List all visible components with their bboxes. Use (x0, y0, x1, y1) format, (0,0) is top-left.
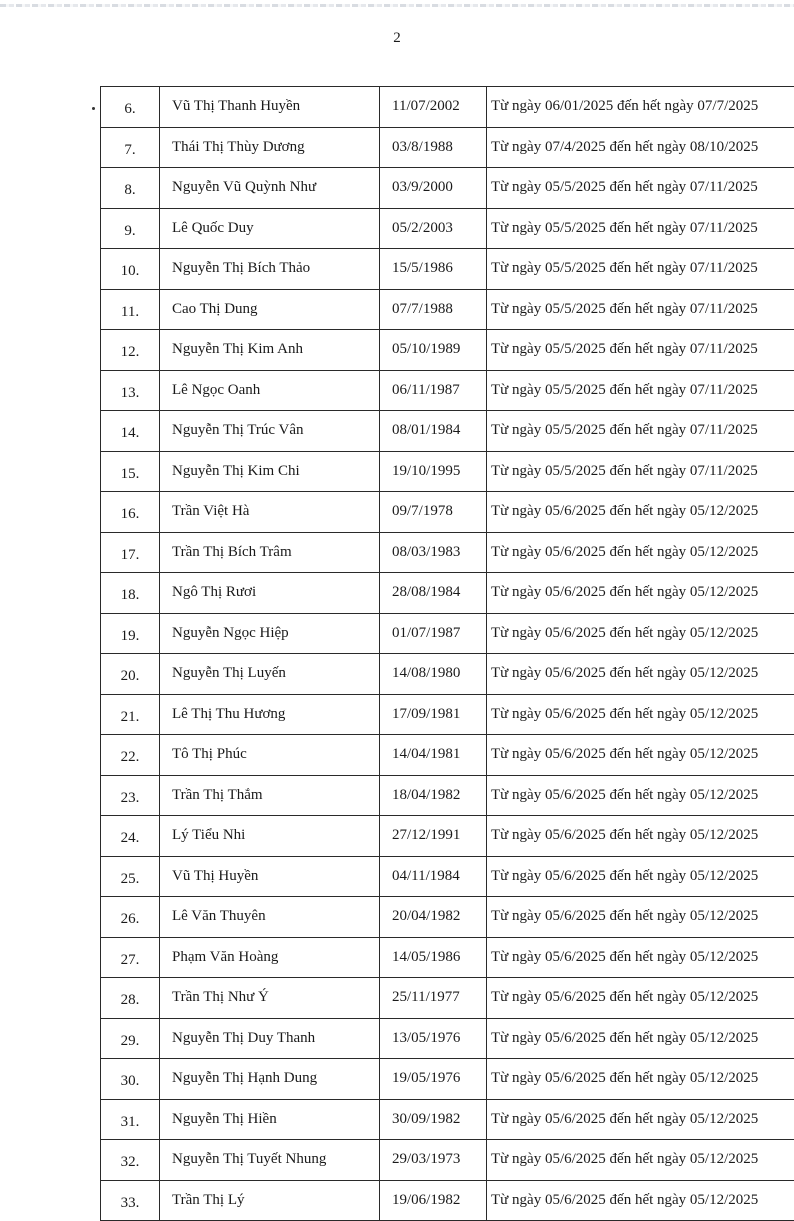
table-row (101, 289, 794, 330)
employee-table (100, 86, 794, 1221)
birth-date-cell: 14/04/1981 (380, 735, 487, 776)
period-cell: Từ ngày 05/6/2025 đến hết ngày 05/12/2025 (487, 775, 794, 816)
row-number-cell: 25. (101, 856, 160, 897)
birth-date-cell: 05/10/1989 (380, 330, 487, 371)
name-cell: Vũ Thị Thanh Huyền (160, 87, 380, 128)
table-row (101, 654, 794, 695)
name-cell: Nguyễn Thị Duy Thanh (160, 1018, 380, 1059)
birth-date-cell: 11/07/2002 (380, 87, 487, 128)
birth-date-cell: 05/2/2003 (380, 208, 487, 249)
period-cell: Từ ngày 05/5/2025 đến hết ngày 07/11/2025 (487, 208, 794, 249)
row-number-cell: 23. (101, 775, 160, 816)
period-cell: Từ ngày 06/01/2025 đến hết ngày 07/7/2025 (487, 87, 794, 128)
name-cell: Thái Thị Thùy Dương (160, 127, 380, 168)
table-row (101, 775, 794, 816)
birth-date-cell: 14/08/1980 (380, 654, 487, 695)
period-cell: Từ ngày 05/6/2025 đến hết ngày 05/12/2025 (487, 937, 794, 978)
scan-edge-artifact (0, 4, 794, 7)
birth-date-cell: 28/08/1984 (380, 573, 487, 614)
period-cell: Từ ngày 05/5/2025 đến hết ngày 07/11/2025 (487, 289, 794, 330)
period-cell: Từ ngày 05/6/2025 đến hết ngày 05/12/2025 (487, 492, 794, 533)
name-cell: Cao Thị Dung (160, 289, 380, 330)
table-row (101, 816, 794, 857)
birth-date-cell: 29/03/1973 (380, 1140, 487, 1181)
birth-date-cell: 01/07/1987 (380, 613, 487, 654)
row-number-cell: 12. (101, 330, 160, 371)
row-number-cell: 28. (101, 978, 160, 1019)
table-row (101, 208, 794, 249)
period-cell: Từ ngày 05/5/2025 đến hết ngày 07/11/2025 (487, 411, 794, 452)
margin-mark (92, 107, 95, 110)
name-cell: Trần Thị Như Ý (160, 978, 380, 1019)
birth-date-cell: 14/05/1986 (380, 937, 487, 978)
birth-date-cell: 17/09/1981 (380, 694, 487, 735)
row-number-cell: 16. (101, 492, 160, 533)
birth-date-cell: 03/9/2000 (380, 168, 487, 209)
period-cell: Từ ngày 05/6/2025 đến hết ngày 05/12/2025 (487, 1140, 794, 1181)
period-cell: Từ ngày 05/6/2025 đến hết ngày 05/12/2025 (487, 654, 794, 695)
birth-date-cell: 06/11/1987 (380, 370, 487, 411)
table-row (101, 1140, 794, 1181)
period-cell: Từ ngày 05/5/2025 đến hết ngày 07/11/2025 (487, 370, 794, 411)
row-number-cell: 24. (101, 816, 160, 857)
name-cell: Nguyễn Thị Bích Thảo (160, 249, 380, 290)
table-row (101, 613, 794, 654)
name-cell: Trần Thị Lý (160, 1180, 380, 1221)
table-row (101, 249, 794, 290)
row-number-cell: 7. (101, 127, 160, 168)
row-number-cell: 15. (101, 451, 160, 492)
period-cell: Từ ngày 05/6/2025 đến hết ngày 05/12/2025 (487, 694, 794, 735)
table-row (101, 492, 794, 533)
period-cell: Từ ngày 05/6/2025 đến hết ngày 05/12/2025 (487, 613, 794, 654)
page-number: 2 (0, 30, 794, 47)
period-cell: Từ ngày 05/6/2025 đến hết ngày 05/12/2025 (487, 532, 794, 573)
row-number-cell: 30. (101, 1059, 160, 1100)
name-cell: Nguyễn Thị Hạnh Dung (160, 1059, 380, 1100)
table-row (101, 694, 794, 735)
row-number-cell: 33. (101, 1180, 160, 1221)
period-cell: Từ ngày 05/6/2025 đến hết ngày 05/12/2025 (487, 856, 794, 897)
row-number-cell: 18. (101, 573, 160, 614)
period-cell: Từ ngày 05/6/2025 đến hết ngày 05/12/2025 (487, 816, 794, 857)
period-cell: Từ ngày 05/6/2025 đến hết ngày 05/12/2025 (487, 1099, 794, 1140)
name-cell: Trần Thị Thắm (160, 775, 380, 816)
name-cell: Nguyễn Thị Trúc Vân (160, 411, 380, 452)
table-row (101, 573, 794, 614)
birth-date-cell: 19/06/1982 (380, 1180, 487, 1221)
table-row (101, 451, 794, 492)
table-row (101, 978, 794, 1019)
period-cell: Từ ngày 05/5/2025 đến hết ngày 07/11/2025 (487, 249, 794, 290)
birth-date-cell: 18/04/1982 (380, 775, 487, 816)
employee-table-body (101, 87, 794, 1221)
table-row (101, 330, 794, 371)
table-row (101, 532, 794, 573)
name-cell: Trần Thị Bích Trâm (160, 532, 380, 573)
table-row (101, 856, 794, 897)
table-row (101, 370, 794, 411)
row-number-cell: 17. (101, 532, 160, 573)
birth-date-cell: 08/01/1984 (380, 411, 487, 452)
name-cell: Lý Tiểu Nhi (160, 816, 380, 857)
period-cell: Từ ngày 05/5/2025 đến hết ngày 07/11/2025 (487, 168, 794, 209)
name-cell: Lê Thị Thu Hương (160, 694, 380, 735)
table-row (101, 168, 794, 209)
birth-date-cell: 27/12/1991 (380, 816, 487, 857)
row-number-cell: 31. (101, 1099, 160, 1140)
name-cell: Tô Thị Phúc (160, 735, 380, 776)
name-cell: Nguyễn Thị Kim Chi (160, 451, 380, 492)
table-row (101, 937, 794, 978)
table-row (101, 897, 794, 938)
table-row (101, 87, 794, 128)
row-number-cell: 21. (101, 694, 160, 735)
row-number-cell: 10. (101, 249, 160, 290)
table-row (101, 1059, 794, 1100)
birth-date-cell: 30/09/1982 (380, 1099, 487, 1140)
row-number-cell: 6. (101, 87, 160, 128)
row-number-cell: 27. (101, 937, 160, 978)
birth-date-cell: 07/7/1988 (380, 289, 487, 330)
birth-date-cell: 09/7/1978 (380, 492, 487, 533)
period-cell: Từ ngày 05/6/2025 đến hết ngày 05/12/2025 (487, 1018, 794, 1059)
table-row (101, 411, 794, 452)
row-number-cell: 26. (101, 897, 160, 938)
period-cell: Từ ngày 07/4/2025 đến hết ngày 08/10/2025 (487, 127, 794, 168)
row-number-cell: 19. (101, 613, 160, 654)
period-cell: Từ ngày 05/6/2025 đến hết ngày 05/12/2025 (487, 1059, 794, 1100)
row-number-cell: 22. (101, 735, 160, 776)
name-cell: Vũ Thị Huyền (160, 856, 380, 897)
name-cell: Lê Ngọc Oanh (160, 370, 380, 411)
table-row (101, 1180, 794, 1221)
period-cell: Từ ngày 05/6/2025 đến hết ngày 05/12/2025 (487, 897, 794, 938)
period-cell: Từ ngày 05/6/2025 đến hết ngày 05/12/2025 (487, 1180, 794, 1221)
row-number-cell: 8. (101, 168, 160, 209)
row-number-cell: 9. (101, 208, 160, 249)
table-row (101, 1099, 794, 1140)
birth-date-cell: 04/11/1984 (380, 856, 487, 897)
birth-date-cell: 08/03/1983 (380, 532, 487, 573)
period-cell: Từ ngày 05/5/2025 đến hết ngày 07/11/2025 (487, 451, 794, 492)
birth-date-cell: 13/05/1976 (380, 1018, 487, 1059)
name-cell: Nguyễn Thị Tuyết Nhung (160, 1140, 380, 1181)
row-number-cell: 14. (101, 411, 160, 452)
name-cell: Nguyễn Thị Luyến (160, 654, 380, 695)
name-cell: Nguyễn Thị Hiền (160, 1099, 380, 1140)
birth-date-cell: 03/8/1988 (380, 127, 487, 168)
name-cell: Nguyễn Vũ Quỳnh Như (160, 168, 380, 209)
name-cell: Phạm Văn Hoàng (160, 937, 380, 978)
row-number-cell: 29. (101, 1018, 160, 1059)
name-cell: Lê Quốc Duy (160, 208, 380, 249)
name-cell: Ngô Thị Rươi (160, 573, 380, 614)
period-cell: Từ ngày 05/6/2025 đến hết ngày 05/12/2025 (487, 978, 794, 1019)
table-row (101, 735, 794, 776)
row-number-cell: 11. (101, 289, 160, 330)
period-cell: Từ ngày 05/5/2025 đến hết ngày 07/11/2025 (487, 330, 794, 371)
birth-date-cell: 25/11/1977 (380, 978, 487, 1019)
period-cell: Từ ngày 05/6/2025 đến hết ngày 05/12/2025 (487, 573, 794, 614)
row-number-cell: 32. (101, 1140, 160, 1181)
birth-date-cell: 19/10/1995 (380, 451, 487, 492)
row-number-cell: 20. (101, 654, 160, 695)
name-cell: Lê Văn Thuyên (160, 897, 380, 938)
table-row (101, 127, 794, 168)
table-row (101, 1018, 794, 1059)
period-cell: Từ ngày 05/6/2025 đến hết ngày 05/12/2025 (487, 735, 794, 776)
row-number-cell: 13. (101, 370, 160, 411)
name-cell: Nguyễn Thị Kim Anh (160, 330, 380, 371)
birth-date-cell: 20/04/1982 (380, 897, 487, 938)
birth-date-cell: 19/05/1976 (380, 1059, 487, 1100)
birth-date-cell: 15/5/1986 (380, 249, 487, 290)
name-cell: Nguyễn Ngọc Hiệp (160, 613, 380, 654)
name-cell: Trần Việt Hà (160, 492, 380, 533)
